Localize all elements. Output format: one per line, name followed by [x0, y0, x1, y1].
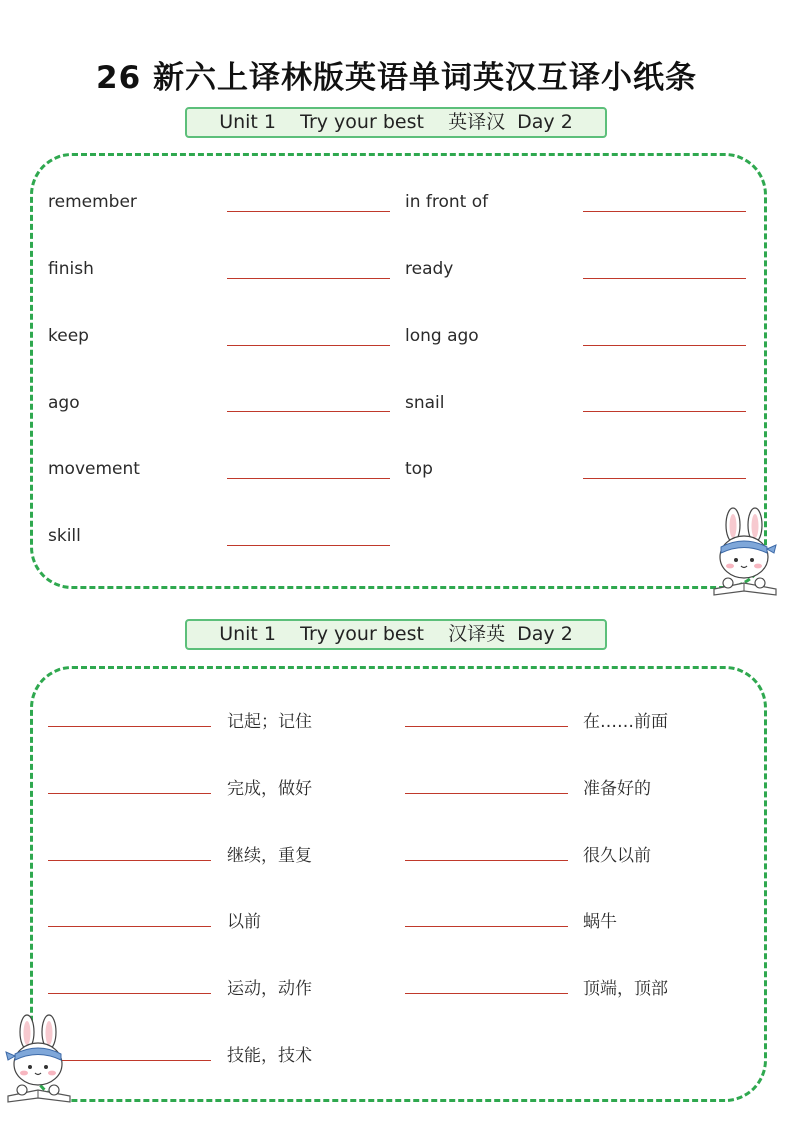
word-item: keep	[48, 326, 89, 346]
answer-line[interactable]	[405, 793, 568, 794]
word-item: ago	[48, 393, 80, 413]
word-item: long ago	[405, 326, 479, 346]
answer-line[interactable]	[48, 993, 211, 994]
word-item: ready	[405, 259, 454, 279]
word-item: 运动，动作	[227, 979, 312, 999]
word-box-en-to-zh	[30, 153, 767, 589]
word-item: skill	[48, 526, 81, 546]
word-item: in front of	[405, 192, 489, 212]
word-item: top	[405, 459, 433, 479]
word-item: 完成，做好	[227, 779, 312, 799]
word-item: 很久以前	[583, 846, 651, 866]
answer-line[interactable]	[405, 993, 568, 994]
answer-line[interactable]	[405, 726, 568, 727]
word-item: 继续，重复	[227, 846, 312, 866]
answer-line[interactable]	[583, 211, 746, 212]
section-label-en-to-zh: Unit 1 Try your best 英译汉 Day 2	[185, 107, 607, 138]
answer-line[interactable]	[583, 345, 746, 346]
word-item: 以前	[227, 912, 261, 932]
word-item: movement	[48, 459, 140, 479]
word-item: 技能，技术	[227, 1046, 312, 1066]
word-item: 在……前面	[583, 712, 668, 732]
answer-line[interactable]	[227, 545, 390, 546]
word-item: remember	[48, 192, 137, 212]
answer-line[interactable]	[405, 926, 568, 927]
word-item: snail	[405, 393, 445, 413]
answer-line[interactable]	[227, 345, 390, 346]
answer-line[interactable]	[583, 478, 746, 479]
answer-line[interactable]	[48, 860, 211, 861]
answer-line[interactable]	[227, 478, 390, 479]
page-title: 26 新六上译林版英语单词英汉互译小纸条	[96, 60, 697, 96]
answer-line[interactable]	[48, 726, 211, 727]
answer-line[interactable]	[48, 926, 211, 927]
section-label-zh-to-en: Unit 1 Try your best 汉译英 Day 2	[185, 619, 607, 650]
word-item: 准备好的	[583, 779, 651, 799]
answer-line[interactable]	[48, 793, 211, 794]
bunny-reading-icon	[2, 1012, 76, 1104]
word-item: 蜗牛	[583, 912, 617, 932]
answer-line[interactable]	[583, 278, 746, 279]
answer-line[interactable]	[227, 211, 390, 212]
word-item: 记起；记住	[227, 712, 312, 732]
answer-line[interactable]	[227, 411, 390, 412]
answer-line[interactable]	[583, 411, 746, 412]
word-item: finish	[48, 259, 94, 279]
word-item: 顶端，顶部	[583, 979, 668, 999]
answer-line[interactable]	[405, 860, 568, 861]
bunny-reading-icon	[708, 505, 782, 597]
answer-line[interactable]	[227, 278, 390, 279]
